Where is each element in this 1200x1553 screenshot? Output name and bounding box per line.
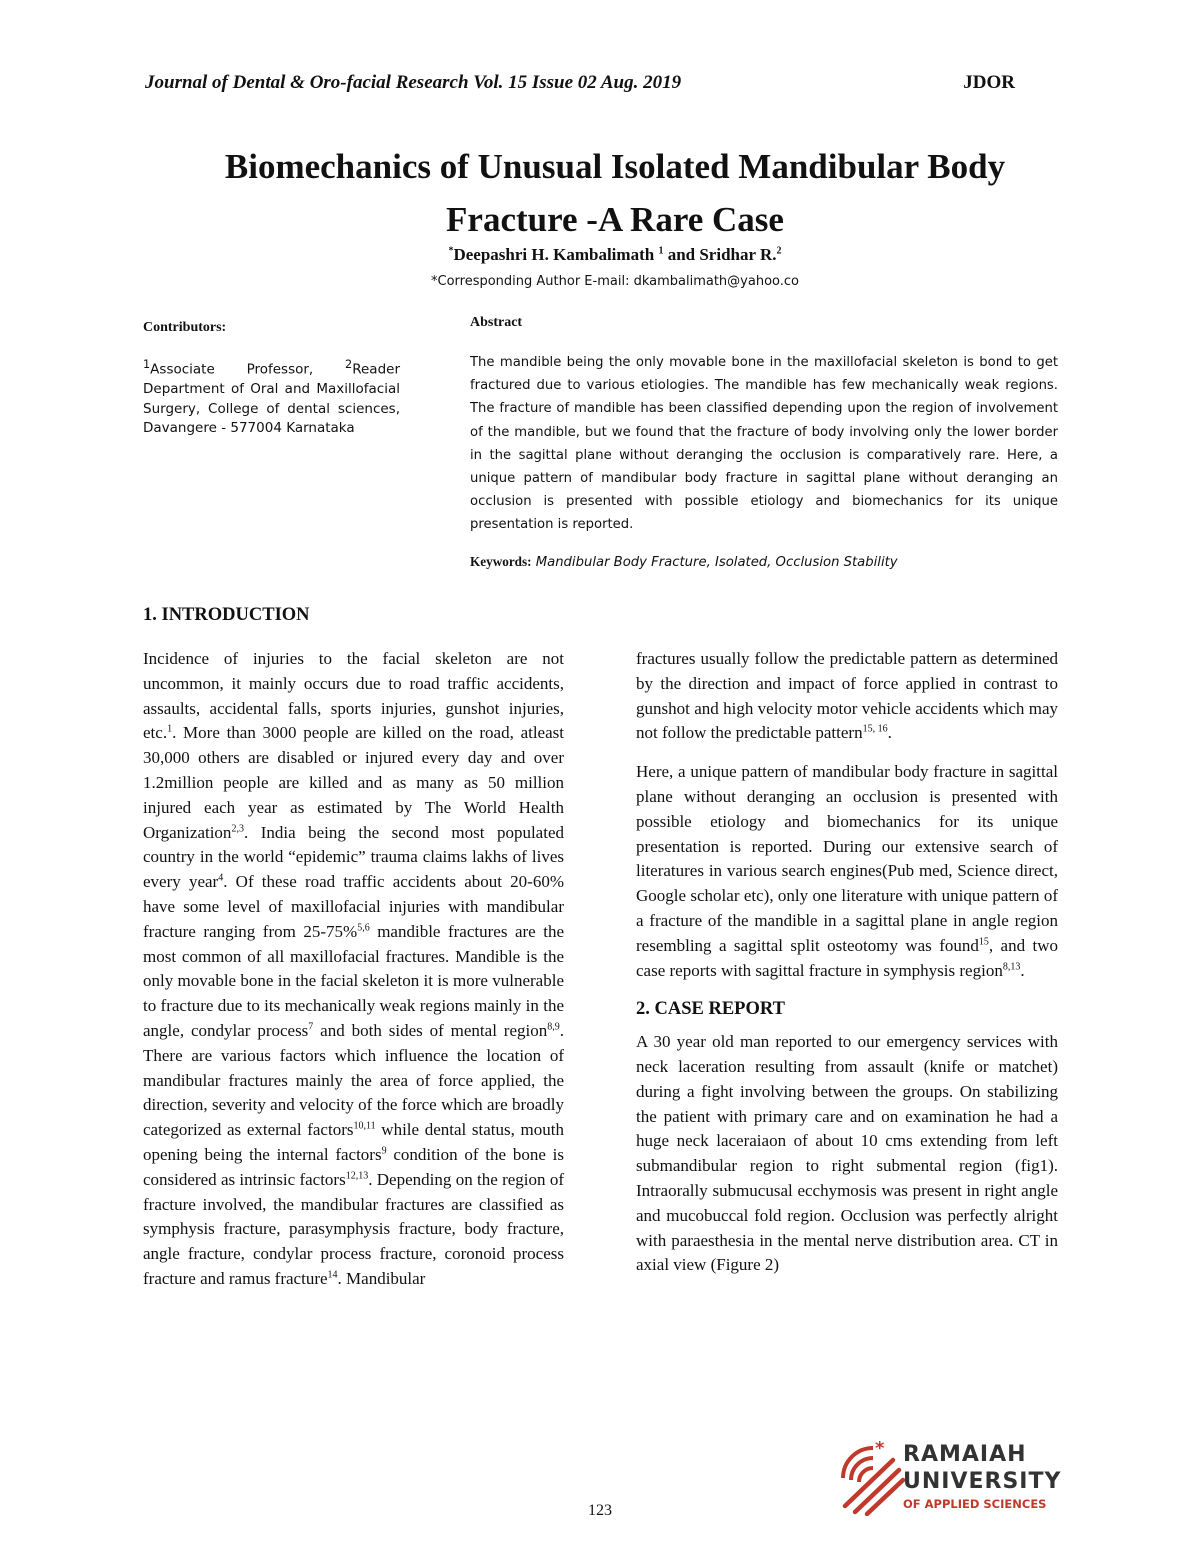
intro-text: and both sides of mental region [313, 1020, 548, 1040]
citation: 7 [308, 1021, 314, 1033]
citation: 2,3 [231, 822, 244, 834]
intro-text: condition of the bone is considered as intrinsic factors [143, 1144, 565, 1189]
citation: 9 [381, 1145, 387, 1157]
author-2: and Sridhar R. [663, 245, 777, 264]
author-1-affiliation: 1 [658, 245, 664, 257]
journal-abbrev: JDOR [963, 72, 1015, 93]
intro-text: . Of these road traffic accidents about 20-60% have some level of maxillofacial injuries with mandibular fracture ranging from 25-75% [143, 872, 564, 941]
case-report-heading: 2. CASE REPORT [636, 999, 785, 1020]
affiliation-2: Reader Department of Oral and Maxillofacial Surgery, College of dental sciences, Davangere - 577004 Karnataka [143, 361, 400, 436]
intro-paragraph-2 [636, 760, 1058, 983]
citation: 8,13 [1002, 960, 1021, 972]
journal-name: Journal of Dental & Oro-facial Research Vol. 15 Issue 02 Aug. 2019 [145, 72, 682, 93]
left-column [143, 647, 564, 1292]
keywords [470, 554, 1058, 570]
logo-line-1: RAMAIAH [903, 1442, 1027, 1467]
logo-line-2: UNIVERSITY [903, 1469, 1062, 1494]
right-column [636, 647, 1058, 1278]
intro-text: . Depending on the region of fracture involved, the mandibular fractures are classified as symphysis fracture, parasymphysis fracture, body fracture, angle fracture, condylar process fracture, coronoid process fracture and ramus fracture [143, 1169, 565, 1288]
intro-text: . India being the second most populated country in the world “epidemic” trauma claims lakhs of lives every year [143, 822, 564, 892]
citation: 1 [167, 723, 173, 735]
author-2-affiliation: 2 [776, 245, 782, 257]
contributors-heading: Contributors: [143, 320, 227, 335]
svg-text:*: * [875, 1440, 885, 1459]
corresponding-mark: * [448, 245, 454, 257]
case-report-paragraph: A 30 year old man reported to our emergency services with neck laceration resulting from assault (knife or matchet) during a fight involving between the groups. On stabilizing the patient with primary care and on examination he had a huge neck laceraiaon of about 10 cms extending from left submandibular region to right submental region (fig1). Intraorally submucusal ecchymosis was present in right angle and mucobuccal fold region. Occlusion was perfectly alright with paraesthesia in the mental nerve distribution area. CT in axial view (Figure 2) [636, 1032, 1058, 1275]
paper-title [100, 140, 1130, 246]
title-line-1: Biomechanics of Unusual Isolated Mandibular Body [224, 147, 1006, 186]
citation: 10,11 [353, 1120, 376, 1132]
affiliation-mark-1: 1 [143, 358, 151, 371]
intro-continued-paragraph [636, 647, 1058, 746]
citation: 5,6 [357, 922, 370, 934]
intro-heading: 1. INTRODUCTION [143, 605, 310, 625]
authors [100, 245, 1130, 265]
author-1: Deepashri H. Kambalimath [453, 245, 659, 264]
title-line-2: Fracture -A Rare Case [446, 200, 784, 239]
running-head [145, 72, 1015, 94]
corresponding-email: *Corresponding Author E-mail: dkambalimath@yahoo.co [431, 274, 799, 289]
body-text: Here, a unique pattern of mandibular body fracture in sagittal plane without deranging an occlusion is presented with possible etiology and biomechanics for its unique presentation is reported. During our extensive search of literatures in various search engines(Pub med, Science direct, Google scholar etc), only one literature with unique pattern of a fracture of the mandible in a sagittal plane in angle region resembling a sagittal split osteotomy was found [636, 762, 1058, 955]
citation: 14 [327, 1269, 338, 1281]
body-text: , and two case reports with sagittal fracture in symphysis region [636, 935, 1058, 980]
page-number: 123 [588, 1502, 612, 1519]
citation: 15, 16 [862, 723, 888, 735]
citation: 4 [218, 872, 224, 884]
intro-text: . Mandibular [337, 1268, 426, 1288]
abstract-text: The mandible being the only movable bone in the maxillofacial skeleton is bond to get fractured due to various etiologies. The mandible has few mechanically weak regions. The fracture of mandible has been classified depending upon the region of involvement of the mandible, but we found that the fracture of body involving only the lower border in the sagittal plane without deranging the occlusion is comparatively rare. Here, a unique pattern of mandibular body fracture in sagittal plane without deranging an occlusion is presented with possible etiology and biomechanics for its unique presentation is reported. [470, 355, 1058, 533]
intro-text: mandible fractures are the most common of all maxillofacial fractures. Mandible is the only movable bone in the facial skeleton it is more vulnerable to fracture due to its mechanically weak regions mainly in the angle, condylar process [143, 921, 564, 1040]
intro-paragraph [143, 647, 564, 1292]
logo-line-3: OF APPLIED SCIENCES [903, 1497, 1047, 1511]
keywords-label: Keywords: [470, 554, 532, 569]
intro-text: Incidence of injuries to the facial skeleton are not uncommon, it mainly occurs due to road traffic accidents, assaults, accidental falls, sports injuries, gunshot injuries, etc. [143, 649, 564, 743]
affiliation-1: Associate Professor, [150, 361, 346, 378]
body-text: . [887, 723, 892, 743]
intro-text: while dental status, mouth opening being the internal factors [143, 1120, 564, 1164]
body-text: . [1020, 960, 1025, 980]
citation: 8,9 [547, 1021, 560, 1033]
intro-text: . There are various factors which influence the location of mandibular fractures mainly the area of force applied, the direction, severity and velocity of the force which are broadly categorized as external factors [143, 1020, 564, 1140]
body-text: fractures usually follow the predictable pattern as determined by the direction and impact of force applied in contrast to gunshot and high velocity motor vehicle accidents which may not follow the predictable pattern [636, 649, 1058, 743]
keywords-text: Mandibular Body Fracture, Isolated, Occlusion Stability [531, 555, 898, 570]
intro-text: . More than 3000 people are killed on the road, atleast 30,000 others are disabled or injured every day and over 1.2million people are killed and as many as 50 million injured each year as estimated by The World Health Organization [143, 723, 564, 842]
abstract-heading: Abstract [470, 315, 523, 330]
contributors-affiliation [143, 355, 400, 439]
affiliation-mark-2: 2 [345, 358, 353, 371]
citation: 15 [978, 936, 989, 948]
citation: 12,13 [345, 1170, 369, 1182]
